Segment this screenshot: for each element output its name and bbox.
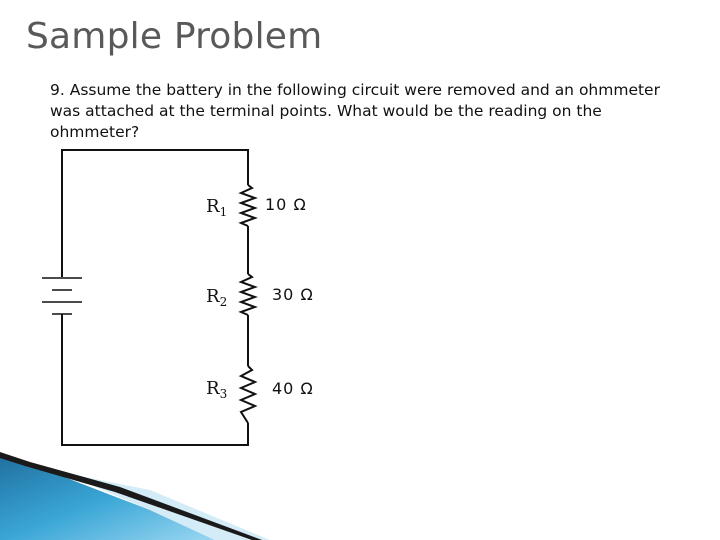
resistor-r1-label: $R_1$ — [206, 196, 228, 219]
resistor-r1-value: 10 Ω — [265, 195, 307, 214]
problem-statement: 9. Assume the battery in the following circuit were removed and an ohmmeter was attached at the terminal points. What would be the reading on the ohmmeter? — [50, 81, 660, 141]
slide-title: Sample Problem — [26, 16, 323, 57]
resistor-r3-value: 40 Ω — [272, 379, 314, 398]
resistor-r2-value: 30 Ω — [272, 285, 314, 304]
resistor-r3-label: $R_3$ — [206, 378, 228, 401]
resistor-r2-label: $R_2$ — [206, 286, 228, 309]
